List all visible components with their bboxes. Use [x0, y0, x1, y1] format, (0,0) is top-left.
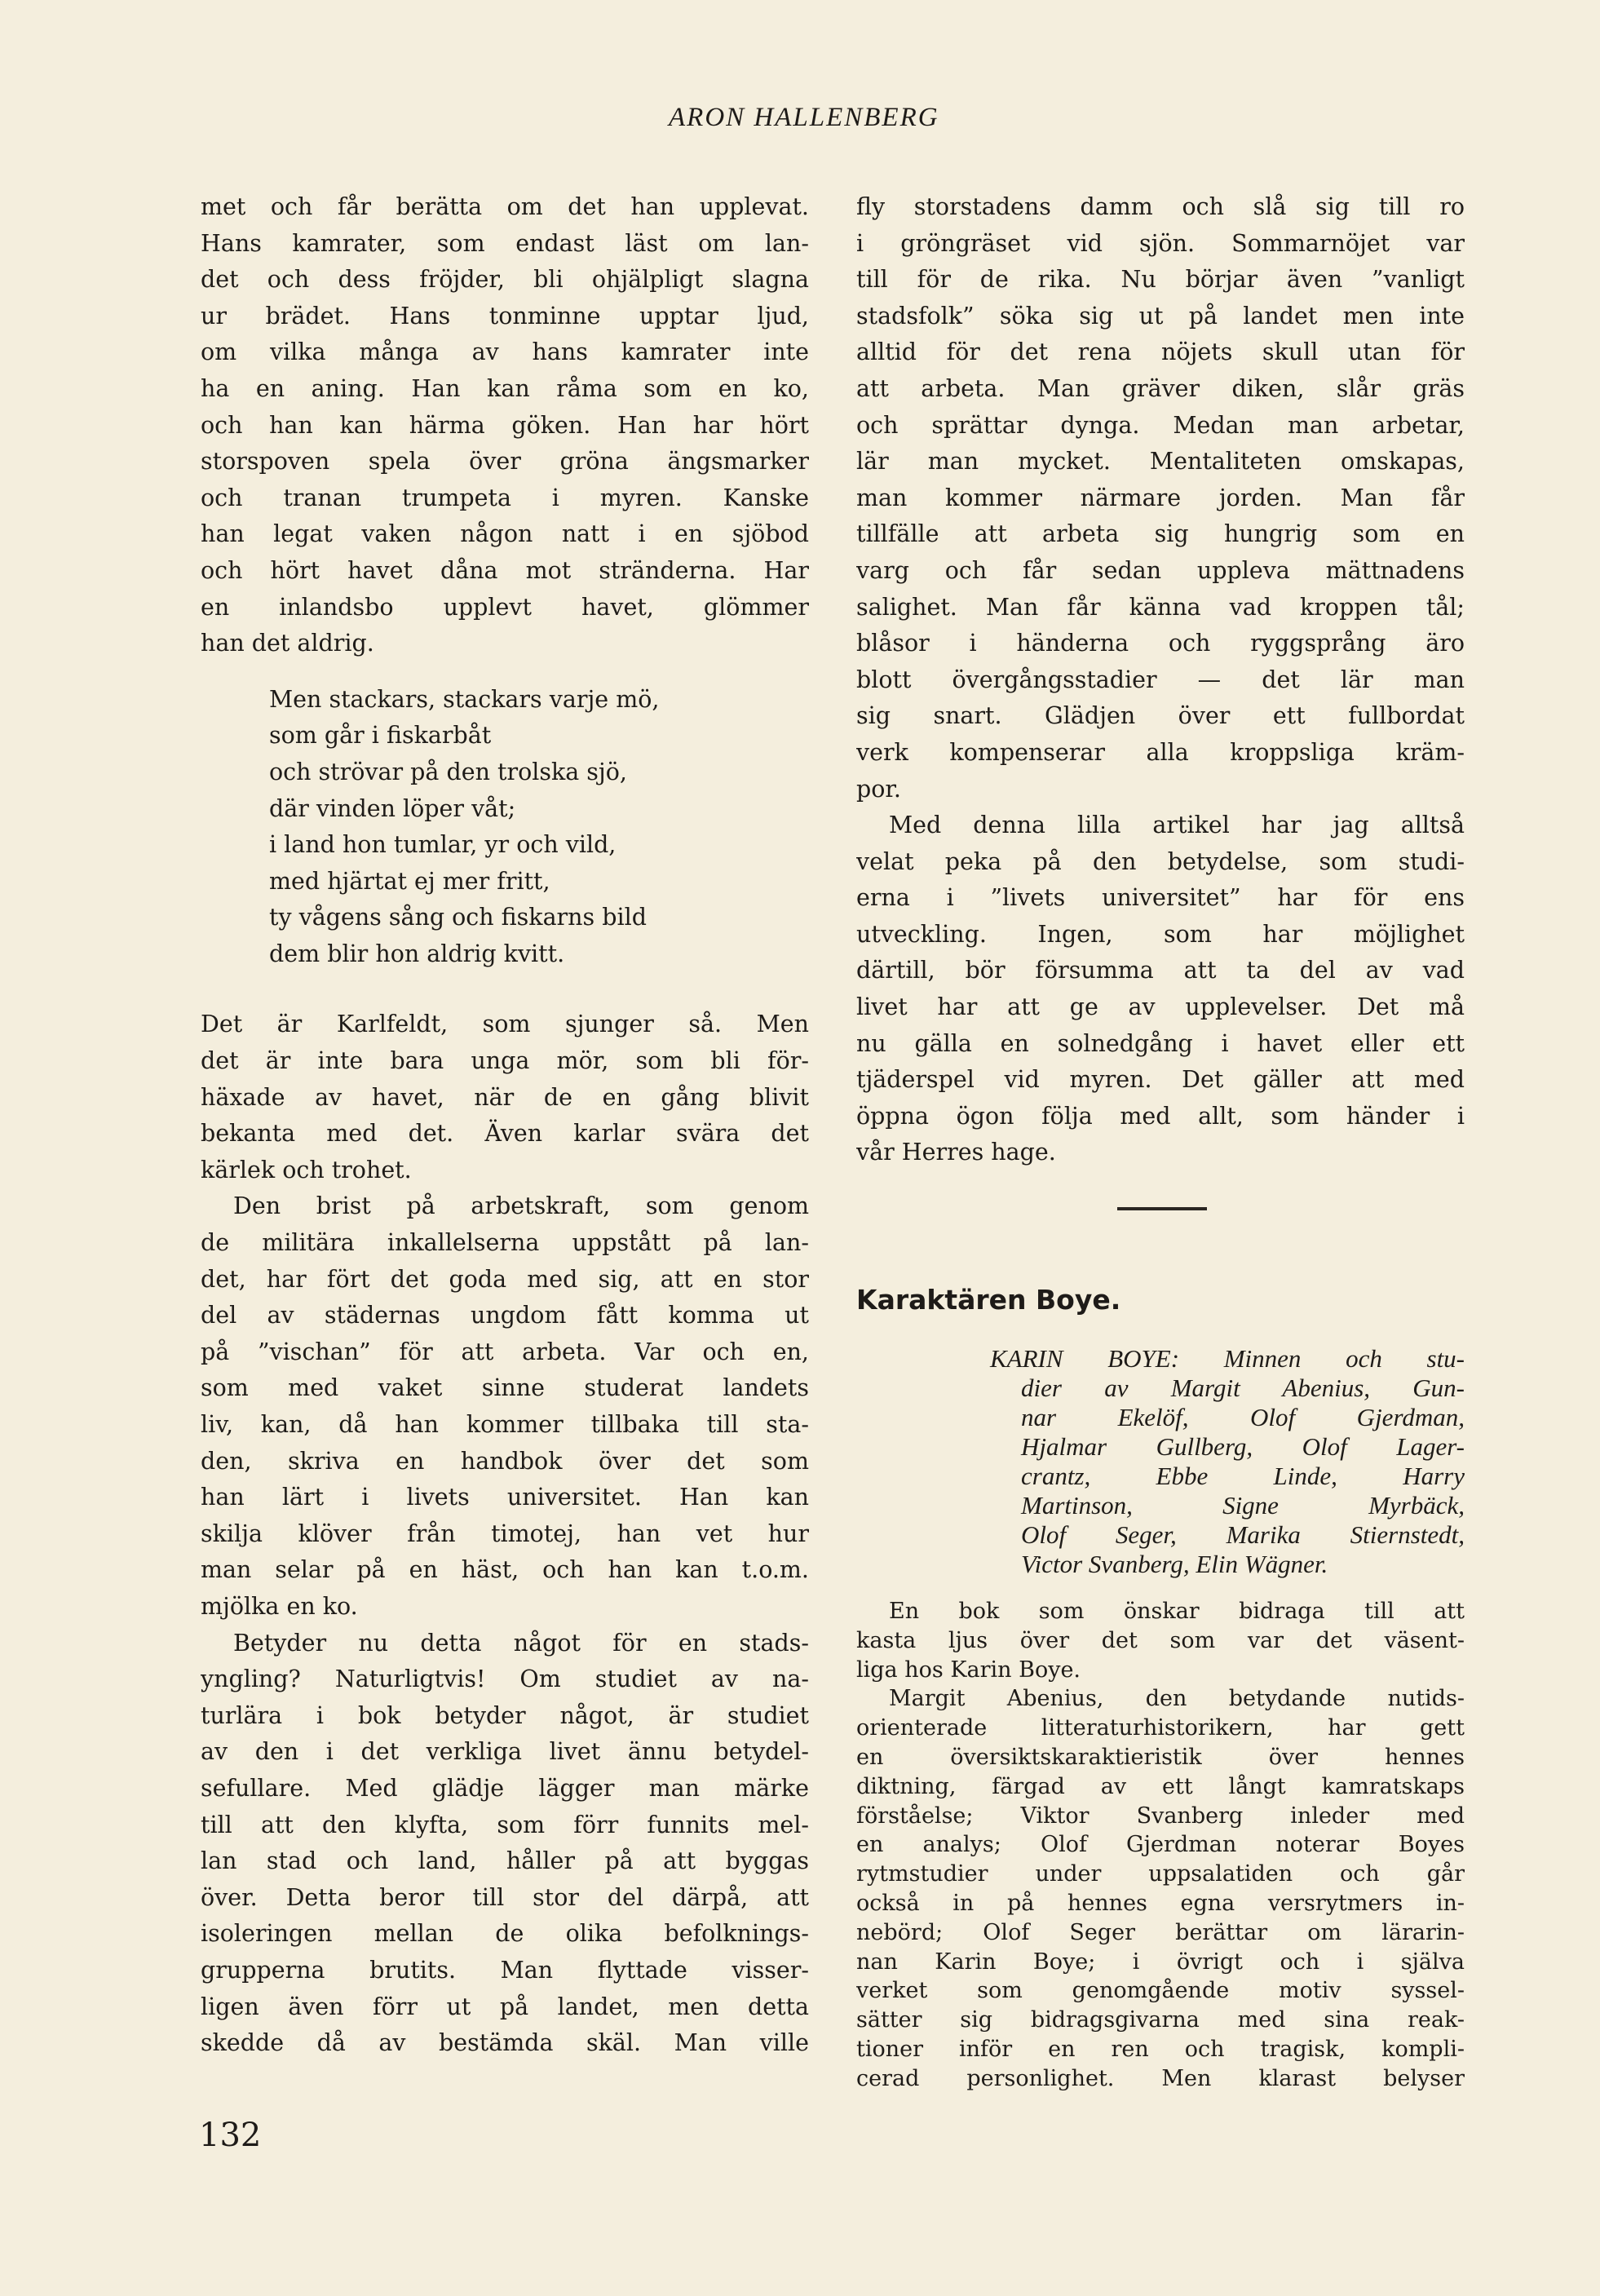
text-line: och hört havet dåna mot stränderna. Har [201, 556, 809, 584]
text-line: tjäderspel vid myren. Det gäller att med [856, 1066, 1465, 1094]
text-line: därtill, bör försumma att ta del av vad [856, 957, 1465, 984]
text-line: varg och får sedan uppleva mättnadens [856, 556, 1465, 584]
text-line: i gröngräset vid sjön. Sommarnöjet var [856, 229, 1465, 257]
running-head: ARON HALLENBERG [669, 103, 939, 132]
text-line: till att den klyfta, som förr funnits mel- [201, 1811, 809, 1838]
text-line: bekanta med det. Även karlar svära det [201, 1120, 809, 1148]
text-line: man selar på en häst, och han kan t.o.m. [201, 1556, 809, 1584]
text-line: diktning, färgad av ett långt kamratskaps [856, 1773, 1465, 1799]
text-line: liga hos Karin Boye. [856, 1657, 1081, 1683]
right-column [856, 189, 1465, 2094]
text-line: tillfälle att arbeta sig hungrig som en [856, 520, 1465, 548]
text-line: grupperna brutits. Man flyttade visser- [201, 1956, 809, 1984]
text-line: öppna ögon följa med allt, som händer i [856, 1102, 1465, 1130]
section-divider [856, 1171, 1465, 1269]
text-line: det och dess fröjder, bli ohjälpligt slagna [201, 266, 809, 294]
page-number: 132 [199, 2117, 262, 2154]
review-text [856, 1597, 1465, 2094]
paragraph [856, 189, 1465, 807]
text-line: fly storstadens damm och slå sig till ro [856, 193, 1465, 220]
text-line: skilja klöver från timotej, han vet hur [201, 1520, 809, 1547]
reference-line: crantz, Ebbe Linde, Harry [1021, 1462, 1465, 1491]
text-line: storspoven spela över gröna ängsmarker [201, 448, 809, 476]
poem-line: och strövar på den trolska sjö, [269, 758, 627, 785]
text-line: han lärt i livets universitet. Han kan [201, 1484, 809, 1511]
text-line: den, skriva en handbok över det som [201, 1447, 809, 1475]
poem-line: som går i fiskarbåt [269, 722, 492, 750]
text-line: yngling? Naturligtvis! Om studiet av na- [201, 1666, 809, 1693]
text-line: en översiktskaraktieristik över hennes [856, 1745, 1465, 1771]
text-line: En bok som önskar bidraga till att [889, 1599, 1465, 1625]
text-line: met och får berätta om det han upplevat. [201, 193, 809, 220]
text-line: nebörd; Olof Seger berättar om lärarin- [856, 1919, 1465, 1945]
text-line: Den brist på arbetskraft, som genom [233, 1192, 809, 1220]
paragraph [856, 807, 1465, 1171]
text-line: orienterade litteraturhistorikern, har gett [856, 1715, 1465, 1741]
text-line: förståelse; Viktor Svanberg inleder med [856, 1803, 1465, 1829]
text-line: ur brädet. Hans tonminne upptar ljud, [201, 302, 809, 330]
text-line: han det aldrig. [201, 630, 374, 657]
text-line: det är inte bara unga mör, som bli för- [201, 1047, 809, 1075]
text-line: man kommer närmare jorden. Man får [856, 484, 1465, 511]
paragraph [856, 1684, 1465, 2093]
reference-line: dier av Margit Abenius, Gun- [1021, 1374, 1465, 1403]
text-line: turlära i bok betyder något, är studiet [201, 1701, 809, 1729]
text-line: alltid för det rena nöjets skull utan för [856, 338, 1465, 366]
text-line: Margit Abenius, den betydande nutids- [889, 1686, 1465, 1712]
text-line: nan Karin Boye; i övrigt och i själva [856, 1949, 1465, 1975]
text-line: Det är Karlfeldt, som sjunger så. Men [201, 1011, 809, 1038]
text-line: blott övergångsstadier — det lär man [856, 666, 1465, 693]
text-line: de militära inkallelserna uppstått på lan- [201, 1229, 809, 1257]
text-line: vår Herres hage. [856, 1139, 1056, 1166]
paragraph [201, 1626, 809, 2062]
text-line: över. Detta beror till stor del därpå, att [201, 1883, 809, 1911]
text-line: ha en aning. Han kan råma som en ko, [201, 374, 809, 402]
text-line: skedde då av bestämda skäl. Man ville [201, 2029, 809, 2057]
text-line: salighet. Man får känna vad kroppen tål; [856, 593, 1465, 621]
text-line: lär man mycket. Mentaliteten omskapas, [856, 448, 1465, 476]
text-line: kärlek och trohet. [201, 1156, 412, 1183]
paragraph [856, 1597, 1465, 1684]
text-line: isoleringen mellan de olika befolknings- [201, 1920, 809, 1948]
text-line: liv, kan, då han kommer tillbaka till sta- [201, 1411, 809, 1438]
text-line: det, har fört det goda med sig, att en stor [201, 1265, 809, 1293]
text-line: por. [856, 775, 901, 803]
text-line: erna i ”livets universitet” har för ens [856, 884, 1465, 912]
poem-line: dem blir hon aldrig kvitt. [269, 940, 565, 967]
paragraph [201, 1188, 809, 1625]
text-line: han legat vaken någon natt i en sjöbod [201, 520, 809, 548]
reference-line: Olof Seger, Marika Stiernstedt, [1021, 1520, 1465, 1550]
text-line: och sprättar dynga. Medan man arbetar, [856, 411, 1465, 439]
text-line: som med vaket sinne studerat landets [201, 1374, 809, 1402]
reference-line: Hjalmar Gullberg, Olof Lager- [1021, 1432, 1465, 1462]
reference-line: Martinson, Signe Myrbäck, [1021, 1491, 1465, 1520]
text-line: en analys; Olof Gjerdman noterar Boyes [856, 1832, 1465, 1858]
text-line: blåsor i händerna och ryggsprång äro [856, 630, 1465, 657]
text-line: sätter sig bidragsgivarna med sina reak- [856, 2007, 1465, 2033]
text-line: ligen även förr ut på landet, men detta [201, 1993, 809, 2020]
left-column [201, 189, 809, 2062]
text-line: en inlandsbo upplevt havet, glömmer [201, 593, 809, 621]
text-line: sefullare. Med glädje lägger man märke [201, 1774, 809, 1802]
text-line: häxade av havet, när de en gång blivit [201, 1083, 809, 1111]
poem-line: där vinden löper våt; [269, 794, 516, 822]
text-line: sig snart. Glädjen över ett fullbordat [856, 702, 1465, 730]
text-line: också in på hennes egna versrytmers in- [856, 1891, 1465, 1916]
text-line: nu gälla en solnedgång i havet eller ett [856, 1029, 1465, 1057]
text-line: om vilka många av hans kamrater inte [201, 338, 809, 366]
text-line: rytmstudier under uppsalatiden och går [856, 1861, 1465, 1887]
reference-line: Victor Svanberg, Elin Wägner. [1021, 1550, 1328, 1579]
text-line: cerad personlighet. Men klarast belyser [856, 2065, 1465, 2091]
section-title: Karaktären Boye. [856, 1284, 1121, 1316]
reference-line: nar Ekelöf, Olof Gjerdman, [1021, 1403, 1465, 1432]
text-line: och tranan trumpeta i myren. Kanske [201, 484, 809, 511]
text-line: mjölka en ko. [201, 1592, 358, 1620]
text-line: av den i det verkliga livet ännu betydel- [201, 1738, 809, 1766]
text-line: Med denna lilla artikel har jag alltså [889, 812, 1465, 839]
text-line: att arbeta. Man gräver diken, slår gräs [856, 374, 1465, 402]
text-line: på ”vischan” för att arbeta. Var och en, [201, 1338, 809, 1365]
poem-line: ty vågens sång och fiskarns bild [269, 904, 647, 931]
text-line: kasta ljus över det som var det väsent- [856, 1627, 1465, 1653]
text-line: del av städernas ungdom fått komma ut [201, 1302, 809, 1329]
text-line: och han kan härma göken. Han har hört [201, 411, 809, 439]
reference-line: KARIN BOYE: Minnen och stu- [990, 1344, 1465, 1374]
text-line: tioner inför en ren och tragisk, kompli- [856, 2036, 1465, 2062]
divider-rule [1117, 1207, 1207, 1210]
book-reference [990, 1344, 1465, 1579]
text-line: utveckling. Ingen, som har möjlighet [856, 920, 1465, 948]
poem-stanza [269, 682, 809, 973]
paragraph [201, 1006, 809, 1188]
text-line: livet har att ge av upplevelser. Det må [856, 993, 1465, 1021]
text-line: verk kompenserar alla kroppsliga kräm- [856, 738, 1465, 766]
poem-line: med hjärtat ej mer fritt, [269, 867, 550, 895]
poem-line: i land hon tumlar, yr och vild, [269, 831, 617, 859]
text-line: till för de rika. Nu börjar även ”vanligt [856, 266, 1465, 294]
text-line: stadsfolk” söka sig ut på landet men inte [856, 302, 1465, 330]
poem-line: Men stackars, stackars varje mö, [269, 685, 660, 713]
text-line: Betyder nu detta något för en stads- [233, 1629, 809, 1657]
text-line: lan stad och land, håller på att byggas [201, 1847, 809, 1875]
text-line: verket som genomgående motiv syssel- [856, 1978, 1465, 2004]
text-line: Hans kamrater, som endast läst om lan- [201, 229, 809, 257]
paragraph [201, 189, 809, 662]
text-line: velat peka på den betydelse, som studi- [856, 847, 1465, 875]
